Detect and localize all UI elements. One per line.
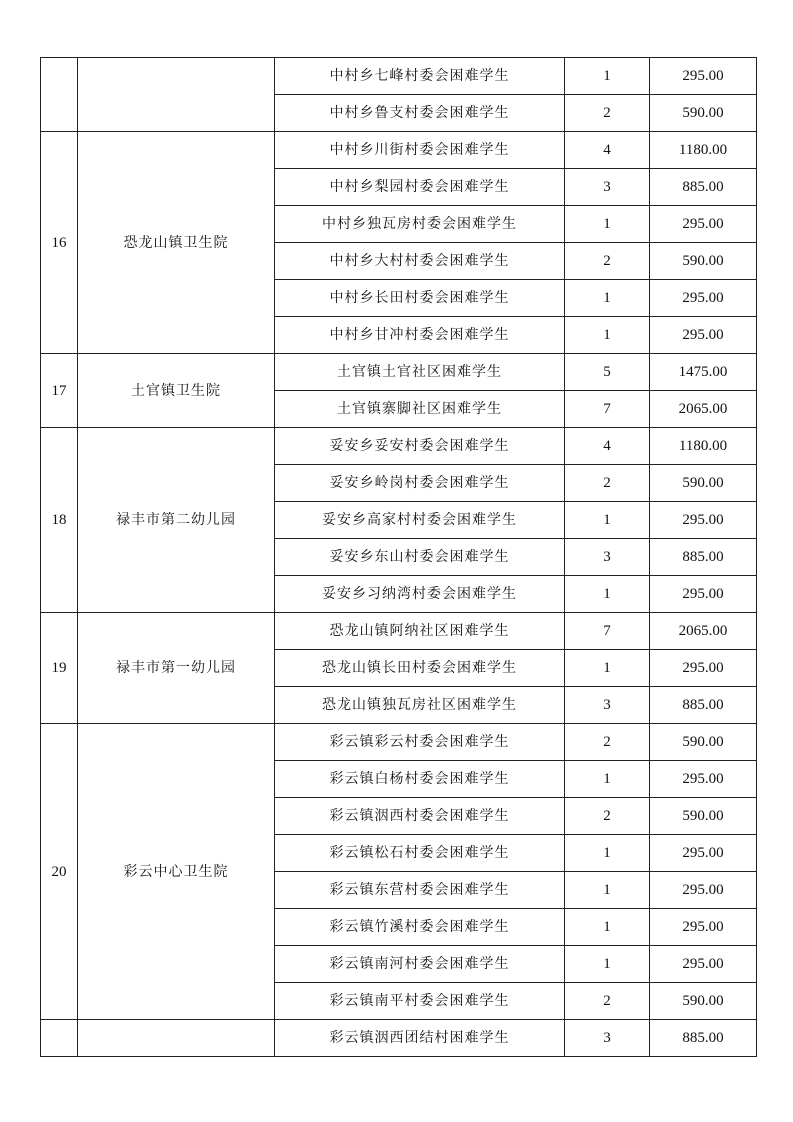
recipient-name-cell: 妥安乡高家村村委会困难学生 bbox=[275, 502, 565, 539]
amount-cell: 1180.00 bbox=[650, 428, 757, 465]
group-number-cell bbox=[41, 58, 78, 132]
recipient-name-cell: 彩云镇洇西村委会困难学生 bbox=[275, 798, 565, 835]
student-count-cell: 2 bbox=[565, 724, 650, 761]
student-count-cell: 7 bbox=[565, 391, 650, 428]
recipient-name-cell: 彩云镇洇西团结村困难学生 bbox=[275, 1020, 565, 1057]
student-count-cell: 1 bbox=[565, 280, 650, 317]
recipient-name-cell: 中村乡川街村委会困难学生 bbox=[275, 132, 565, 169]
amount-cell: 295.00 bbox=[650, 317, 757, 354]
group-number-cell: 17 bbox=[41, 354, 78, 428]
student-count-cell: 2 bbox=[565, 95, 650, 132]
recipient-name-cell: 彩云镇东营村委会困难学生 bbox=[275, 872, 565, 909]
student-count-cell: 1 bbox=[565, 502, 650, 539]
table-row bbox=[41, 1020, 757, 1057]
amount-cell: 885.00 bbox=[650, 169, 757, 206]
student-count-cell: 1 bbox=[565, 872, 650, 909]
student-count-cell: 3 bbox=[565, 539, 650, 576]
amount-cell: 295.00 bbox=[650, 206, 757, 243]
recipient-name-cell: 妥安乡习纳湾村委会困难学生 bbox=[275, 576, 565, 613]
recipient-name-cell: 彩云镇松石村委会困难学生 bbox=[275, 835, 565, 872]
recipient-name-cell: 中村乡长田村委会困难学生 bbox=[275, 280, 565, 317]
recipient-name-cell: 彩云镇白杨村委会困难学生 bbox=[275, 761, 565, 798]
amount-cell: 590.00 bbox=[650, 724, 757, 761]
amount-cell: 295.00 bbox=[650, 761, 757, 798]
amount-cell: 885.00 bbox=[650, 539, 757, 576]
recipient-name-cell: 恐龙山镇阿纳社区困难学生 bbox=[275, 613, 565, 650]
group-number-cell: 20 bbox=[41, 724, 78, 1020]
table-row bbox=[41, 613, 757, 650]
group-unit-cell: 恐龙山镇卫生院 bbox=[78, 132, 275, 354]
student-count-cell: 5 bbox=[565, 354, 650, 391]
recipient-name-cell: 中村乡鲁支村委会困难学生 bbox=[275, 95, 565, 132]
group-number-cell: 19 bbox=[41, 613, 78, 724]
student-count-cell: 1 bbox=[565, 909, 650, 946]
recipient-name-cell: 彩云镇竹溪村委会困难学生 bbox=[275, 909, 565, 946]
student-count-cell: 1 bbox=[565, 835, 650, 872]
amount-cell: 295.00 bbox=[650, 502, 757, 539]
recipient-name-cell: 中村乡梨园村委会困难学生 bbox=[275, 169, 565, 206]
table-row bbox=[41, 428, 757, 465]
student-count-cell: 2 bbox=[565, 243, 650, 280]
student-count-cell: 1 bbox=[565, 946, 650, 983]
amount-cell: 295.00 bbox=[650, 576, 757, 613]
student-count-cell: 3 bbox=[565, 169, 650, 206]
recipient-name-cell: 恐龙山镇长田村委会困难学生 bbox=[275, 650, 565, 687]
table-row bbox=[41, 724, 757, 761]
amount-cell: 590.00 bbox=[650, 983, 757, 1020]
group-unit-cell bbox=[78, 1020, 275, 1057]
student-count-cell: 3 bbox=[565, 1020, 650, 1057]
student-count-cell: 1 bbox=[565, 206, 650, 243]
table-body bbox=[41, 58, 757, 1057]
student-count-cell: 1 bbox=[565, 576, 650, 613]
amount-cell: 295.00 bbox=[650, 280, 757, 317]
group-number-cell bbox=[41, 1020, 78, 1057]
recipient-name-cell: 土官镇土官社区困难学生 bbox=[275, 354, 565, 391]
recipient-name-cell: 土官镇寨脚社区困难学生 bbox=[275, 391, 565, 428]
group-unit-cell: 禄丰市第一幼儿园 bbox=[78, 613, 275, 724]
recipient-name-cell: 妥安乡妥安村委会困难学生 bbox=[275, 428, 565, 465]
student-count-cell: 1 bbox=[565, 317, 650, 354]
group-unit-cell: 禄丰市第二幼儿园 bbox=[78, 428, 275, 613]
document-table-container bbox=[40, 57, 756, 1057]
student-count-cell: 7 bbox=[565, 613, 650, 650]
recipient-name-cell: 中村乡七峰村委会困难学生 bbox=[275, 58, 565, 95]
amount-cell: 885.00 bbox=[650, 687, 757, 724]
amount-cell: 295.00 bbox=[650, 650, 757, 687]
amount-cell: 1475.00 bbox=[650, 354, 757, 391]
group-unit-cell: 土官镇卫生院 bbox=[78, 354, 275, 428]
amount-cell: 295.00 bbox=[650, 946, 757, 983]
group-unit-cell bbox=[78, 58, 275, 132]
group-unit-cell: 彩云中心卫生院 bbox=[78, 724, 275, 1020]
recipient-name-cell: 中村乡大村村委会困难学生 bbox=[275, 243, 565, 280]
amount-cell: 590.00 bbox=[650, 798, 757, 835]
student-aid-table bbox=[40, 57, 757, 1057]
recipient-name-cell: 彩云镇南平村委会困难学生 bbox=[275, 983, 565, 1020]
student-count-cell: 4 bbox=[565, 428, 650, 465]
recipient-name-cell: 中村乡独瓦房村委会困难学生 bbox=[275, 206, 565, 243]
table-row bbox=[41, 354, 757, 391]
amount-cell: 2065.00 bbox=[650, 391, 757, 428]
recipient-name-cell: 恐龙山镇独瓦房社区困难学生 bbox=[275, 687, 565, 724]
table-row bbox=[41, 58, 757, 95]
amount-cell: 1180.00 bbox=[650, 132, 757, 169]
table-row bbox=[41, 132, 757, 169]
recipient-name-cell: 妥安乡东山村委会困难学生 bbox=[275, 539, 565, 576]
group-number-cell: 18 bbox=[41, 428, 78, 613]
amount-cell: 590.00 bbox=[650, 243, 757, 280]
recipient-name-cell: 妥安乡岭岗村委会困难学生 bbox=[275, 465, 565, 502]
amount-cell: 295.00 bbox=[650, 835, 757, 872]
recipient-name-cell: 彩云镇彩云村委会困难学生 bbox=[275, 724, 565, 761]
student-count-cell: 1 bbox=[565, 761, 650, 798]
amount-cell: 590.00 bbox=[650, 465, 757, 502]
amount-cell: 2065.00 bbox=[650, 613, 757, 650]
amount-cell: 295.00 bbox=[650, 58, 757, 95]
recipient-name-cell: 中村乡甘冲村委会困难学生 bbox=[275, 317, 565, 354]
student-count-cell: 1 bbox=[565, 58, 650, 95]
student-count-cell: 4 bbox=[565, 132, 650, 169]
student-count-cell: 3 bbox=[565, 687, 650, 724]
amount-cell: 295.00 bbox=[650, 909, 757, 946]
recipient-name-cell: 彩云镇南河村委会困难学生 bbox=[275, 946, 565, 983]
student-count-cell: 2 bbox=[565, 983, 650, 1020]
amount-cell: 590.00 bbox=[650, 95, 757, 132]
group-number-cell: 16 bbox=[41, 132, 78, 354]
student-count-cell: 2 bbox=[565, 465, 650, 502]
amount-cell: 295.00 bbox=[650, 872, 757, 909]
student-count-cell: 2 bbox=[565, 798, 650, 835]
amount-cell: 885.00 bbox=[650, 1020, 757, 1057]
student-count-cell: 1 bbox=[565, 650, 650, 687]
